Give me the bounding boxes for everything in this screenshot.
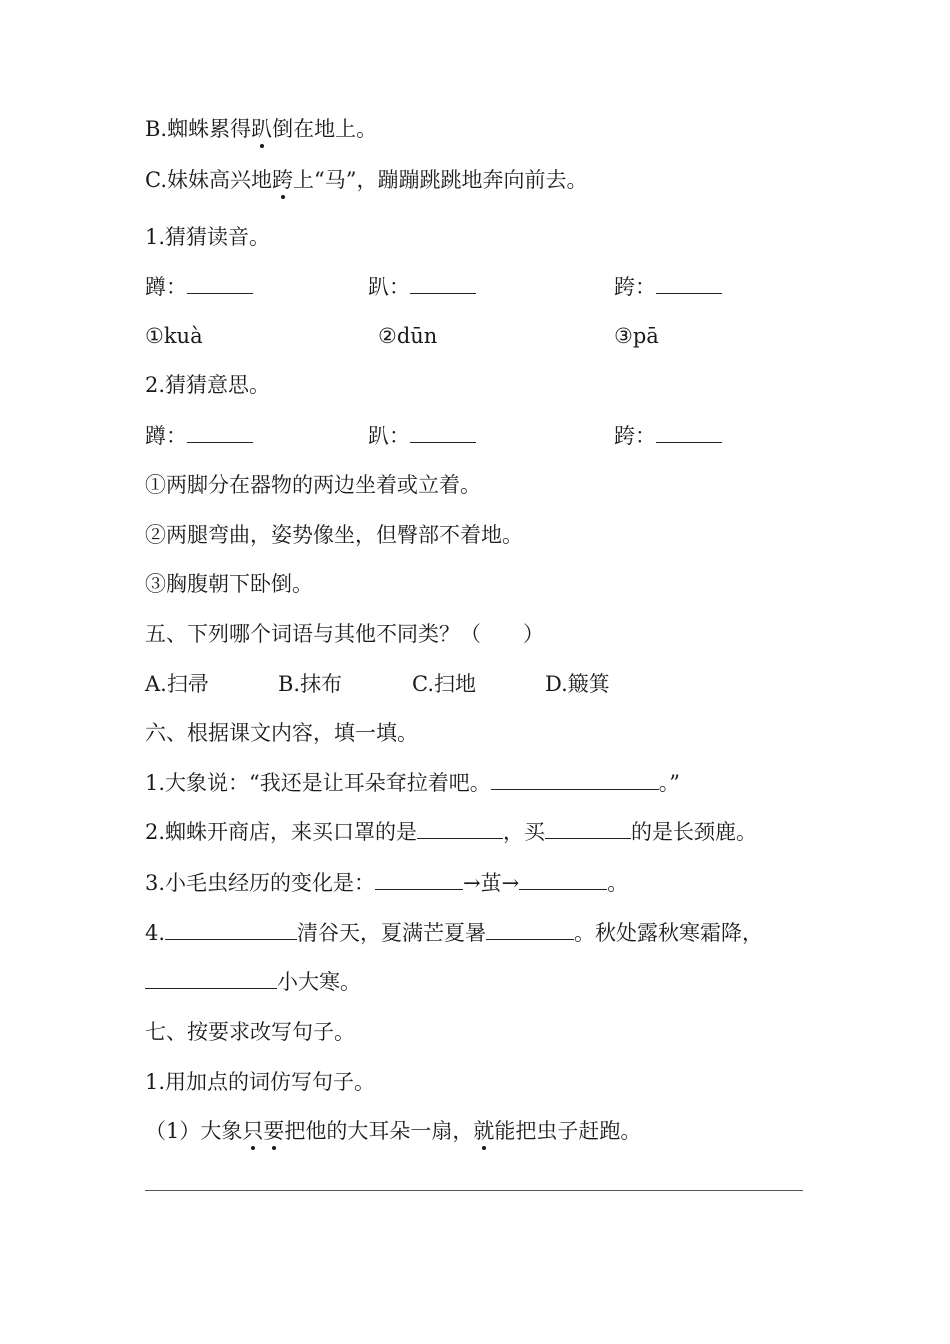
- answer-blank[interactable]: [519, 869, 607, 890]
- sentence-b-text: B.蜘蛛累得: [145, 117, 252, 141]
- pron-item-kua: [614, 272, 722, 302]
- sentence-c: [145, 165, 587, 195]
- answer-blank[interactable]: [417, 818, 503, 839]
- meaning-option: ①两脚分在器物的两边坐着或立着。: [145, 473, 481, 497]
- dotted-char: 只: [242, 1119, 264, 1143]
- answer-blank[interactable]: [486, 919, 574, 940]
- dotted-char: 要: [263, 1119, 285, 1143]
- meaning-item-pa: [368, 421, 476, 451]
- fill-text: 小大寒。: [277, 970, 361, 994]
- section7-q1-title: 1.用加点的词仿写句子。: [145, 1070, 376, 1094]
- sentence-c-text: 上“马”，蹦蹦跳跳地奔向前去。: [293, 168, 588, 192]
- dotted-char: 趴: [251, 117, 273, 141]
- fill-text: 2.蜘蛛开商店，来买口罩的是: [145, 820, 418, 844]
- pron-item-pa: [368, 272, 476, 302]
- meaning-item-dun: [145, 421, 253, 451]
- fill-q1: [145, 768, 680, 798]
- fill-text: 清谷天，夏满芒夏暑: [297, 921, 487, 945]
- fill-q4: [145, 918, 763, 948]
- fill-text: 。”: [658, 771, 681, 795]
- meaning-label: 趴：: [368, 424, 410, 448]
- choice-b[interactable]: B.抹布: [278, 672, 343, 696]
- dotted-char: 就: [473, 1119, 495, 1143]
- answer-blank[interactable]: [145, 968, 277, 989]
- pron-option: ③pā: [614, 324, 659, 348]
- choice-a[interactable]: A.扫帚: [145, 672, 209, 696]
- fill-text: 。秋处露秋寒霜降，: [574, 921, 764, 945]
- pron-option: ①kuà: [145, 324, 203, 348]
- pron-label: 趴：: [368, 275, 410, 299]
- answer-blank[interactable]: [656, 273, 722, 294]
- section5-title: 五、下列哪个词语与其他不同类？（ ）: [145, 622, 544, 646]
- answer-blank[interactable]: [545, 818, 631, 839]
- section7-title: 七、按要求改写句子。: [145, 1020, 355, 1044]
- sentence-text: （1）大象: [145, 1119, 243, 1143]
- fill-q4-cont: [145, 967, 361, 997]
- meaning-label: 蹲：: [145, 424, 187, 448]
- answer-blank[interactable]: [187, 422, 253, 443]
- fill-text: →茧→: [463, 871, 520, 895]
- pronunciation-title: 1.猜猜读音。: [145, 225, 271, 249]
- pron-option: ②dūn: [378, 324, 438, 348]
- sentence-b: [145, 114, 377, 144]
- meaning-option: ③胸腹朝下卧倒。: [145, 572, 313, 596]
- fill-text: 1.大象说：“我还是让耳朵耷拉着吧。: [145, 771, 491, 795]
- answer-blank[interactable]: [375, 869, 463, 890]
- fill-q2: [145, 817, 757, 847]
- meaning-label: 跨：: [614, 424, 656, 448]
- choice-c[interactable]: C.扫地: [412, 672, 476, 696]
- answer-blank[interactable]: [410, 273, 476, 294]
- sentence-c-text: C.妹妹高兴地: [145, 168, 272, 192]
- answer-line[interactable]: [145, 1190, 803, 1191]
- choice-d[interactable]: D.簸箕: [545, 672, 610, 696]
- answer-blank[interactable]: [187, 273, 253, 294]
- fill-q3: [145, 868, 628, 898]
- fill-text: 。: [607, 871, 629, 895]
- pron-item-dun: [145, 272, 253, 302]
- fill-text: 的是长颈鹿。: [631, 820, 758, 844]
- meaning-option: ②两腿弯曲，姿势像坐，但臀部不着地。: [145, 523, 523, 547]
- answer-blank[interactable]: [491, 769, 659, 790]
- pron-label: 蹲：: [145, 275, 187, 299]
- answer-blank[interactable]: [410, 422, 476, 443]
- pron-label: 跨：: [614, 275, 656, 299]
- meaning-title: 2.猜猜意思。: [145, 373, 271, 397]
- fill-text: 3.小毛虫经历的变化是：: [145, 871, 376, 895]
- sentence-text: 把他的大耳朵一扇，: [284, 1119, 474, 1143]
- fill-text: ，买: [503, 820, 546, 844]
- answer-blank[interactable]: [656, 422, 722, 443]
- answer-blank[interactable]: [165, 919, 297, 940]
- meaning-item-kua: [614, 421, 722, 451]
- dotted-char: 跨: [272, 168, 293, 192]
- section6-title: 六、根据课文内容，填一填。: [145, 721, 418, 745]
- fill-text: 4.: [145, 921, 166, 945]
- sentence-b-text: 倒在地上。: [272, 117, 378, 141]
- example-sentence: [145, 1116, 641, 1146]
- sentence-text: 能把虫子赶跑。: [494, 1119, 642, 1143]
